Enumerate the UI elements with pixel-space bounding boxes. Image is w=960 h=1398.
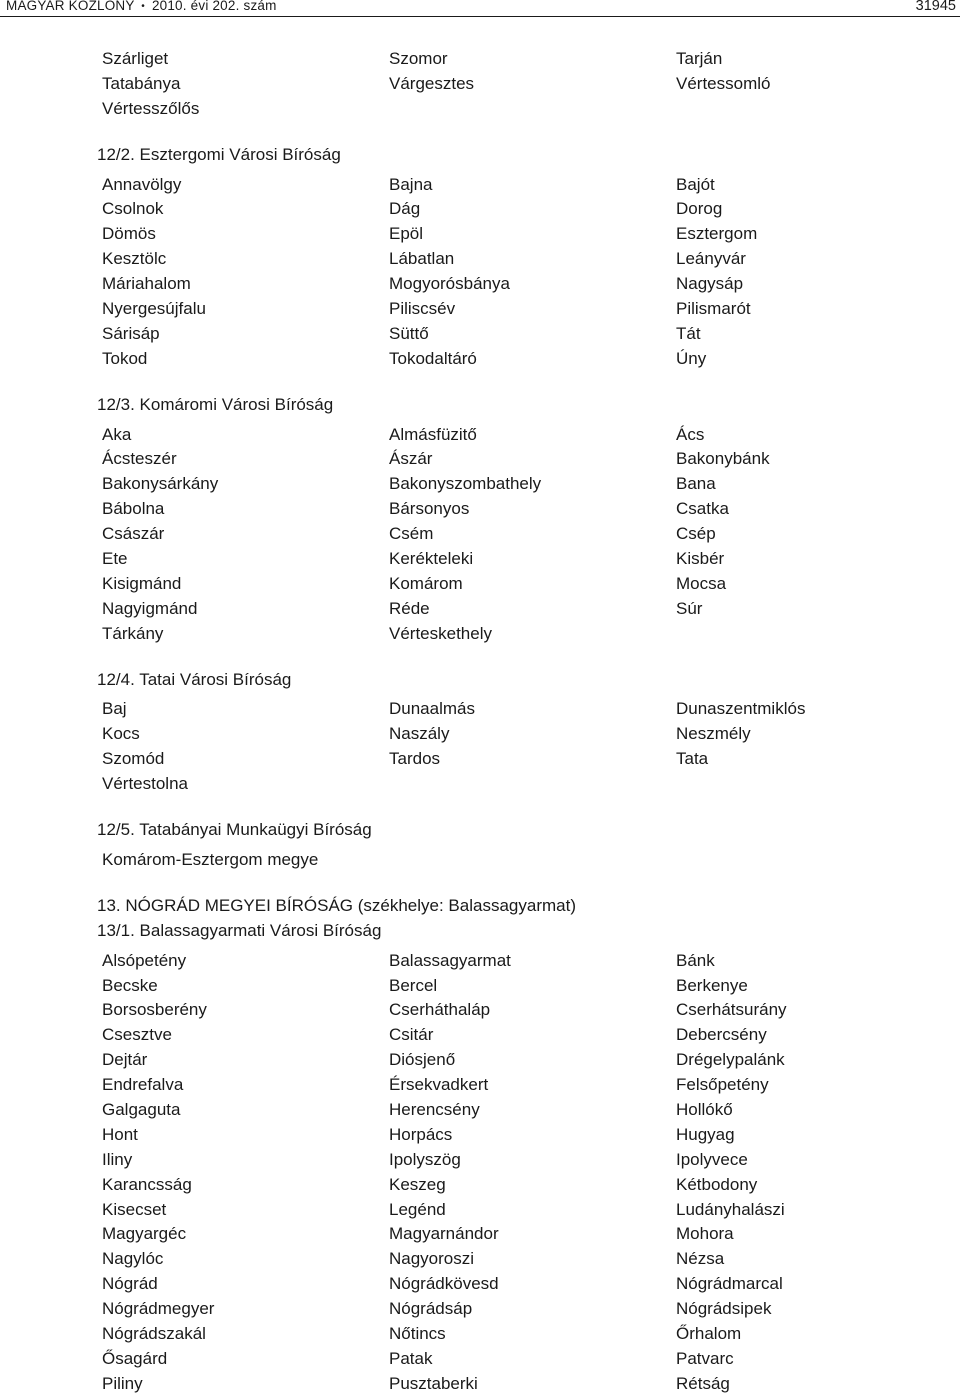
publication-title: MAGYAR KÖZLÖNY [6, 0, 135, 13]
municipality-name: Nézsa [676, 1249, 725, 1269]
municipality-name: Bársonyos [389, 499, 470, 519]
municipality-name: Nógrádsáp [389, 1299, 473, 1319]
municipality-name: Ácsteszér [102, 449, 177, 469]
municipality-name: Felsőpetény [676, 1075, 769, 1095]
municipality-name: Dág [389, 199, 421, 219]
municipality-list [0, 949, 960, 1397]
municipality-name: Galgaguta [102, 1099, 181, 1119]
municipality-name: Kisigmánd [102, 573, 182, 593]
municipality-name: Dorog [676, 199, 723, 219]
municipality-name: Becske [102, 975, 158, 995]
page-number: 31945 [915, 0, 956, 14]
municipality-name: Nógrád [102, 1274, 158, 1294]
municipality-name: Ács [676, 424, 705, 444]
municipality-name: Bakonyszombathely [389, 474, 542, 494]
municipality-name: Várgesztes [389, 73, 475, 93]
municipality-name: Cserháthaláp [389, 1000, 491, 1020]
municipality-name: Máriahalom [102, 274, 191, 294]
municipality-name: Kocs [102, 724, 140, 744]
municipality-name: Almásfüzitő [389, 424, 477, 444]
municipality-name: Ősagárd [102, 1348, 168, 1368]
municipality-name: Súr [676, 598, 703, 618]
municipality-name: Csolnok [102, 199, 164, 219]
municipality-name: Bánk [676, 950, 715, 970]
municipality-name: Vértestolna [102, 774, 188, 794]
municipality-name: Hollókő [676, 1099, 733, 1119]
municipality-name: Császár [102, 524, 165, 544]
municipality-name: Epöl [389, 224, 424, 244]
municipality-name: Patvarc [676, 1348, 734, 1368]
municipality-name: Legénd [389, 1199, 446, 1219]
municipality-name: Komárom [389, 573, 463, 593]
municipality-name: Baj [102, 699, 127, 719]
municipality-name: Drégelypalánk [676, 1050, 785, 1070]
municipality-name: Mohora [676, 1224, 734, 1244]
municipality-name: Ete [102, 549, 128, 569]
section-heading: 12/3. Komáromi Városi Bíróság [97, 394, 334, 414]
municipality-name: Csém [389, 524, 434, 544]
municipality-name: Patak [389, 1348, 433, 1368]
municipality-name: Bajna [389, 174, 433, 194]
municipality-name: Nógrádkövesd [389, 1274, 499, 1294]
municipality-name: Vérteskethely [389, 623, 492, 643]
municipality-name: Dömös [102, 224, 156, 244]
municipality-name: Tatabánya [102, 73, 181, 93]
municipality-name: Nagyigmánd [102, 598, 198, 618]
municipality-name: Nagysáp [676, 274, 744, 294]
municipality-name: Nagyoroszi [389, 1249, 475, 1269]
municipality-name: Bakonysárkány [102, 474, 219, 494]
bullet-separator: • [141, 1, 145, 12]
municipality-name: Tát [676, 323, 701, 343]
municipality-name: Kisecset [102, 1199, 167, 1219]
municipality-name: Vértesszőlős [102, 98, 200, 118]
municipality-name: Őrhalom [676, 1323, 742, 1343]
municipality-name: Ludányhalászi [676, 1199, 785, 1219]
municipality-name: Szomód [102, 749, 165, 769]
municipality-name: Alsópetény [102, 950, 187, 970]
municipality-name: Bábolna [102, 499, 165, 519]
municipality-name: Tokodaltáró [389, 348, 477, 368]
municipality-name: Hugyag [676, 1124, 735, 1144]
municipality-name: Neszmély [676, 724, 751, 744]
municipality-name: Szomor [389, 49, 448, 68]
municipality-name: Csatka [676, 499, 729, 519]
municipality-name: Nógrádsipek [676, 1299, 772, 1319]
issue-label: 2010. évi 202. szám [151, 0, 277, 13]
municipality-name: Tardos [389, 749, 441, 769]
municipality-name: Bakonybánk [676, 449, 770, 469]
municipality-name: Bana [676, 474, 716, 494]
municipality-name: Piliscsév [389, 299, 456, 319]
municipality-name: Nógrádmarcal [676, 1274, 783, 1294]
municipality-name: Dunaszentmiklós [676, 699, 806, 719]
municipality-name: Tarján [676, 49, 723, 68]
municipality-name: Nőtincs [389, 1323, 446, 1343]
municipality-name: Tata [676, 749, 709, 769]
municipality-name: Diósjenő [389, 1050, 456, 1070]
municipality-name: Ászár [389, 449, 433, 469]
municipality-name: Herencsény [389, 1099, 480, 1119]
municipality-list [0, 423, 960, 647]
municipality-list [0, 173, 960, 372]
municipality-name: Dunaalmás [389, 699, 475, 719]
municipality-name: Rétság [676, 1373, 730, 1393]
municipality-name: Lábatlan [389, 249, 455, 269]
municipality-name: Pilismarót [676, 299, 751, 319]
municipality-name: Mogyorósbánya [389, 274, 510, 294]
section-heading: 12/2. Esztergomi Városi Bíróság [97, 144, 341, 164]
document-body [0, 47, 960, 1397]
municipality-name: Piliny [102, 1373, 143, 1393]
municipality-name: Nógrádmegyer [102, 1299, 215, 1319]
municipality-name: Nagylóc [102, 1249, 164, 1269]
municipality-name: Annavölgy [102, 174, 182, 194]
municipality-name: Csép [676, 524, 716, 544]
municipality-name: Csesztve [102, 1025, 172, 1045]
labor-court-scope: Komárom-Esztergom megye [102, 849, 319, 869]
municipality-name: Dejtár [102, 1050, 148, 1070]
municipality-name: Ipolyszög [389, 1149, 461, 1169]
page-header [0, 0, 960, 17]
municipality-name: Esztergom [676, 224, 758, 244]
municipality-name: Pusztaberki [389, 1373, 478, 1393]
running-head [6, 0, 277, 13]
municipality-name: Cserhátsurány [676, 1000, 787, 1020]
municipality-name: Mocsa [676, 573, 727, 593]
municipality-name: Magyargéc [102, 1224, 187, 1244]
municipality-name: Debercsény [676, 1025, 767, 1045]
municipality-name: Karancsság [102, 1174, 192, 1194]
municipality-name: Süttő [389, 323, 429, 343]
municipality-name: Kétbodony [676, 1174, 758, 1194]
municipality-name: Úny [676, 348, 707, 368]
county-heading: 13. NÓGRÁD MEGYEI BÍRÓSÁG (székhelye: Balassagyarmat) [97, 895, 576, 915]
municipality-name: Vértessomló [676, 73, 771, 93]
municipality-name: Bajót [676, 174, 715, 194]
municipality-name: Endrefalva [102, 1075, 184, 1095]
municipality-name: Kisbér [676, 549, 725, 569]
municipality-name: Hont [102, 1124, 138, 1144]
municipality-name: Iliny [102, 1149, 133, 1169]
municipality-name: Ipolyvece [676, 1149, 748, 1169]
municipality-name: Szárliget [102, 49, 169, 68]
municipality-name: Berkenye [676, 975, 748, 995]
municipality-name: Érsekvadkert [389, 1075, 489, 1095]
labor-court-heading: 12/5. Tatabányai Munkaügyi Bíróság [97, 820, 372, 840]
municipality-list [0, 47, 960, 122]
municipality-name: Leányvár [676, 249, 746, 269]
municipality-name: Nógrádszakál [102, 1323, 206, 1343]
municipality-name: Sárisáp [102, 323, 160, 343]
municipality-name: Borsosberény [102, 1000, 207, 1020]
municipality-name: Horpács [389, 1124, 453, 1144]
municipality-name: Nyergesújfalu [102, 299, 206, 319]
municipality-name: Aka [102, 424, 132, 444]
municipality-name: Kerékteleki [389, 549, 474, 569]
municipality-name: Tárkány [102, 623, 164, 643]
municipality-name: Bercel [389, 975, 438, 995]
municipality-name: Csitár [389, 1025, 434, 1045]
municipality-list [0, 697, 960, 797]
municipality-name: Naszály [389, 724, 450, 744]
municipality-name: Kesztölc [102, 249, 167, 269]
municipality-name: Keszeg [389, 1174, 446, 1194]
section-heading: 12/4. Tatai Városi Bíróság [97, 669, 292, 689]
municipality-name: Réde [389, 598, 430, 618]
municipality-name: Magyarnándor [389, 1224, 499, 1244]
municipality-name: Tokod [102, 348, 148, 368]
section-heading: 13/1. Balassagyarmati Városi Bíróság [97, 920, 382, 940]
municipality-name: Balassagyarmat [389, 950, 511, 970]
